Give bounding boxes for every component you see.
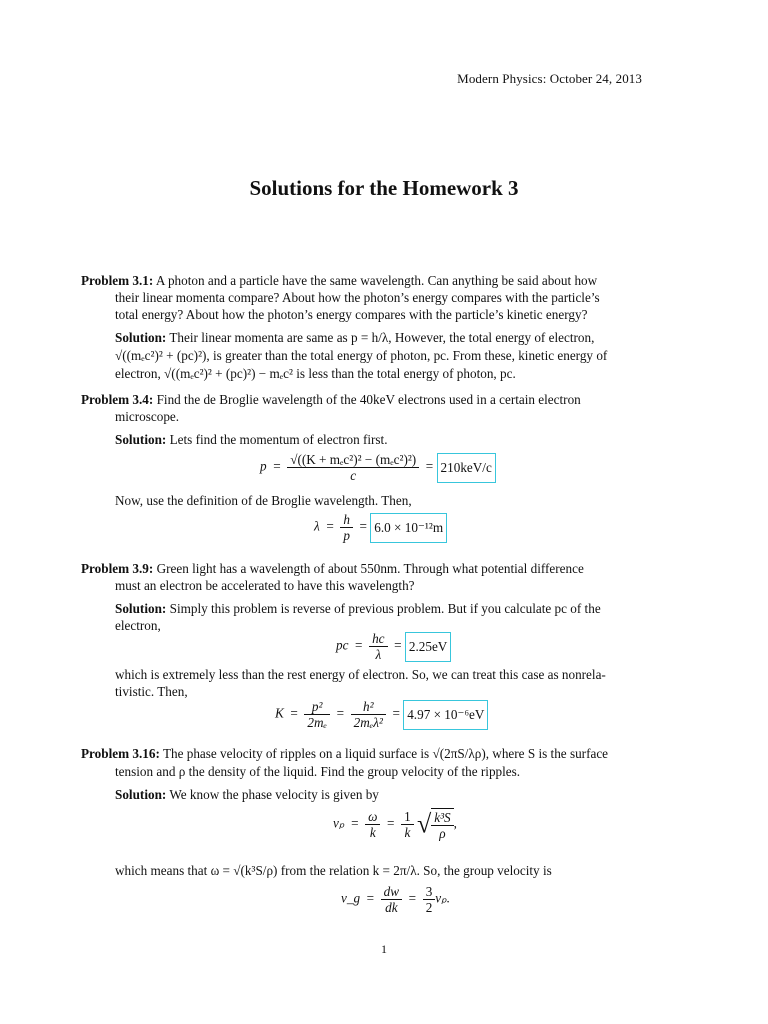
problem-3-1-label: Problem 3.1: [81,273,154,288]
eq-lhs: pc [336,637,349,653]
answer-box: 4.97 × 10⁻⁶eV [403,700,488,730]
problem-3-9-label: Problem 3.9: [81,561,154,576]
problem-3-16-label: Problem 3.16: [81,746,160,761]
course-header: Modern Physics: October 24, 2013 [457,71,642,86]
eq-denominator: c [350,468,357,483]
problem-3-4-line-1 [81,391,581,408]
eq-numerator: k³S [431,810,453,826]
solution-3-9-line-2: electron, [115,618,161,633]
eq-sqrt-fraction [431,808,453,841]
eq-lhs: K [275,705,284,721]
solution-3-9-text: Simply this problem is reverse of previous problem. But if you calculate pc of the [169,601,601,616]
equation-phase-velocity: vₚ = $\frac{\omega}{k}$ = $\frac{1}{k}$ √ $\frac{\text{k³S}}{\rho}$ , [333,809,457,841]
page-title: Solutions for the Homework 3 [249,176,519,200]
solution-3-1-line-1 [115,329,594,346]
sqrt-symbol-icon: √ [416,809,432,839]
eq-fraction-2 [423,884,436,915]
problem-3-1-line-1 [81,272,597,289]
eq-denominator: k [404,825,411,840]
eq-lhs: vₚ [333,815,345,831]
problem-3-4-label: Problem 3.4: [81,392,154,407]
problem-3-9-line-1 [81,560,584,577]
problem-3-9-text: Green light has a wavelength of about 550nm. Through what potential difference [156,561,584,576]
eq-denominator: 2 [425,900,433,915]
solution-3-16-text: We know the phase velocity is given by [169,787,379,802]
eq-fraction-2 [401,809,414,840]
problem-3-16-line-2: tension and ρ the density of the liquid. Find the group velocity of the ripples. [115,764,521,779]
equation-momentum: p = $\frac{\text{√((K + mₑc²)² − (mₑc²)²)}}{c}$ = 210keV/c [260,452,496,483]
equation-wavelength: λ = $\frac{h}{p}$ = 6.0 × 10⁻¹²m [314,512,447,543]
equation-pc: pc = $\frac{hc}{\lambda}$ = 2.25eV [336,631,451,662]
eq-numerator: h² [351,699,386,715]
eq-numerator: √((K + mₑc²)² − (mₑc²)²) [287,452,419,468]
solution-3-4-text: Lets find the momentum of electron first. [169,432,388,447]
eq-denominator: p [343,528,350,543]
eq-numerator: 1 [401,809,414,825]
problem-3-9-line-2: must an electron be accelerated to have this wavelength? [115,578,415,593]
problem-3-16-line-1 [81,745,608,762]
eq-numerator: ω [365,809,380,825]
problem-3-1-text: A photon and a particle have the same wavelength. Can anything be said about how [155,273,598,288]
solution-3-1-line-2: √((mₑc²)² + (pc)²), is greater than the total energy of photon, pc. From these, kinetic energy of [115,348,608,363]
answer-box: 6.0 × 10⁻¹²m [370,513,447,543]
eq-denominator: 2mₑλ² [353,715,383,730]
problem-3-9-after-line-1: which is extremely less than the rest energy of electron. So, we can treat this case as nonrela- [115,667,606,682]
solution-3-9-line-1 [115,600,601,617]
solution-3-16-line-1 [115,786,379,803]
eq-fraction-1 [304,699,330,730]
eq-numerator: p² [304,699,330,715]
answer-box: 2.25eV [405,632,451,662]
eq-denominator: 2mₑ [307,715,327,730]
eq-lhs: λ [314,518,320,534]
eq-tail: vₚ. [435,890,451,906]
problem-3-16-middle-text: which means that ω = √(k³S/ρ) from the relation k = 2π/λ. So, the group velocity is [115,863,552,878]
problem-3-16-text: The phase velocity of ripples on a liquid surface is √(2πS/λρ), where S is the surface [162,746,609,761]
solution-3-4-label: Solution: [115,432,167,447]
eq-fraction-1 [365,809,380,840]
eq-lhs: v_g [341,890,361,906]
equation-group-velocity: v_g = $\frac{dw}{dk}$ = $\frac{3}{2}$ vₚ. [341,884,451,915]
eq-numerator: dw [381,884,402,900]
answer-box: 210keV/c [437,453,496,483]
eq-denominator: k [369,825,376,840]
solution-3-16-label: Solution: [115,787,167,802]
problem-3-9-after-line-2: tivistic. Then, [115,684,188,699]
eq-denominator: ρ [439,826,446,841]
page-number: 1 [381,942,387,956]
problem-3-4-text: Find the de Broglie wavelength of the 40keV electrons used in a certain electron [156,392,581,407]
eq-denominator: dk [385,900,398,915]
eq-lhs: p [260,458,267,474]
solution-3-4-line-1 [115,431,388,448]
solution-3-1-label: Solution: [115,330,167,345]
problem-3-1-line-2: their linear momenta compare? About how the photon’s energy compares with the particle’s [115,290,600,305]
eq-denominator: λ [375,647,382,662]
solution-3-1-line-3: electron, √((mₑc²)² + (pc)²) − mₑc² is less than the total energy of photon, pc. [115,366,516,381]
problem-3-4-middle-text: Now, use the definition of de Broglie wavelength. Then, [115,493,412,508]
eq-numerator: hc [369,631,387,647]
solution-3-9-label: Solution: [115,601,167,616]
eq-fraction-1 [381,884,402,915]
equation-kinetic-energy: K = $\frac{\text{p²}}{\text{2mₑ}}$ = $\frac{\text{h²}}{\text{2mₑλ²}}$ = 4.97 × 10⁻⁶eV [275,699,488,730]
eq-fraction [287,452,419,483]
problem-3-4-line-2: microscope. [115,409,180,424]
eq-fraction [369,631,387,662]
eq-numerator: h [340,512,353,528]
solution-3-1-text: Their linear momenta are same as p = h/λ, However, the total energy of electron, [169,330,595,345]
eq-fraction-2 [351,699,386,730]
eq-fraction [340,512,353,543]
eq-numerator: 3 [423,884,436,900]
problem-3-1-line-3: total energy? About how the photon’s energy compares with the particle’s kinetic energy? [115,307,588,322]
